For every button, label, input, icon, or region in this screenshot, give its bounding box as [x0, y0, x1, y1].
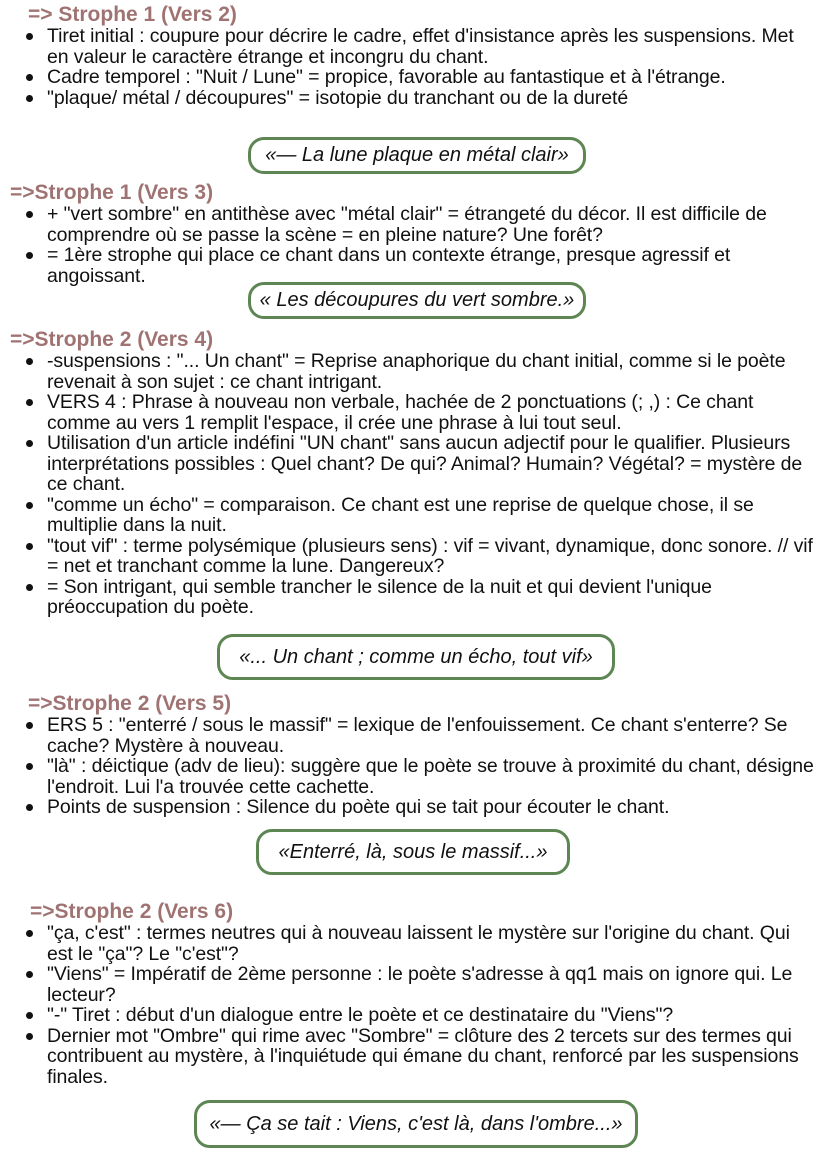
section-strophe2-vers4	[0, 329, 828, 618]
list-item: VERS 4 : Phrase à nouveau non verbale, hachée de 2 ponctuations (; ,) : Ce chant comme au vers 1 remplit l'espace, il crée une phrase à lui tout seul.	[0, 392, 828, 433]
list-item: + "vert sombre" en antithèse avec "métal clair" = étrangeté du décor. Il est difficile de comprendre où se passe la scène = en pleine nature? Une forêt?	[0, 204, 828, 245]
list-item: "tout vif" : terme polysémique (plusieurs sens) : vif = vivant, dynamique, donc sonore. // vif = net et tranchant comme la lune. Dangereux?	[0, 536, 828, 577]
list-item: Points de suspension : Silence du poète qui se tait pour écouter le chant.	[0, 797, 828, 818]
section-strophe2-vers5	[0, 693, 828, 818]
section-heading: =>Strophe 2 (Vers 6)	[30, 900, 234, 923]
list-item: = 1ère strophe qui place ce chant dans un contexte étrange, presque agressif et angoissant.	[0, 245, 828, 286]
section-heading: =>Strophe 2 (Vers 5)	[28, 692, 232, 715]
quote-box: «— Ça se tait : Viens, c'est là, dans l'ombre...»	[194, 1100, 638, 1148]
list-item: "plaque/ métal / découpures" = isotopie du tranchant ou de la dureté	[0, 88, 828, 109]
list-item: "ça, c'est" : termes neutres qui à nouveau laissent le mystère sur l'origine du chant. Qui est le "ça"? Le "c'est"?	[0, 923, 828, 964]
list-item: -suspensions : "... Un chant" = Reprise anaphorique du chant initial, comme si le poète revenait à son sujet : ce chant intrigant.	[0, 351, 828, 392]
list-item: Cadre temporel : "Nuit / Lune" = propice, favorable au fantastique et à l'étrange.	[0, 67, 828, 88]
section-heading: =>Strophe 1 (Vers 3)	[10, 181, 214, 204]
bullet-list	[0, 204, 828, 286]
list-item: ERS 5 : "enterré / sous le massif" = lexique de l'enfouissement. Ce chant s'enterre? Se cache? Mystère à nouveau.	[0, 715, 828, 756]
list-item: "-" Tiret : début d'un dialogue entre le poète et ce destinataire du "Viens"?	[0, 1005, 828, 1026]
list-item: "Viens" = Impératif de 2ème personne : le poète s'adresse à qq1 mais on ignore qui. Le lecteur?	[0, 964, 828, 1005]
bullet-list	[0, 923, 828, 1087]
section-strophe1-vers3	[0, 182, 828, 286]
list-item: "là" : déictique (adv de lieu): suggère que le poète se trouve à proximité du chant, désigne l'endroit. Lui l'a trouvée cette cachette.	[0, 756, 828, 797]
quote-box: «— La lune plaque en métal clair»	[248, 137, 586, 174]
list-item: = Son intrigant, qui semble trancher le silence de la nuit et qui devient l'unique préoccupation du poète.	[0, 577, 828, 618]
section-strophe2-vers6	[0, 901, 828, 1087]
bullet-list	[0, 715, 828, 818]
list-item: Utilisation d'un article indéfini "UN chant" sans aucun adjectif pour le qualifier. Plusieurs interprétations possibles : Quel chant? De qui? Animal? Humain? Végétal? = mystère de ce chant.	[0, 433, 828, 495]
quote-box: «Enterré, là, sous le massif...»	[256, 829, 570, 875]
section-heading: => Strophe 1 (Vers 2)	[28, 3, 237, 26]
bullet-list	[0, 351, 828, 618]
quote-box: « Les découpures du vert sombre.»	[248, 282, 586, 319]
section-heading: =>Strophe 2 (Vers 4)	[10, 328, 214, 351]
list-item: Tiret initial : coupure pour décrire le cadre, effet d'insistance après les suspensions. Met en valeur le caractère étrange et incongru du chant.	[0, 26, 828, 67]
bullet-list	[0, 26, 828, 108]
section-strophe1-vers2	[0, 4, 828, 108]
list-item: "comme un écho" = comparaison. Ce chant est une reprise de quelque chose, il se multiplie dans la nuit.	[0, 495, 828, 536]
list-item: Dernier mot "Ombre" qui rime avec "Sombre" = clôture des 2 tercets sur des termes qui contribuent au mystère, à l'inquiétude qui émane du chant, renforcé par les suspensions finales.	[0, 1026, 828, 1088]
quote-box: «... Un chant ; comme un écho, tout vif»	[217, 634, 615, 680]
